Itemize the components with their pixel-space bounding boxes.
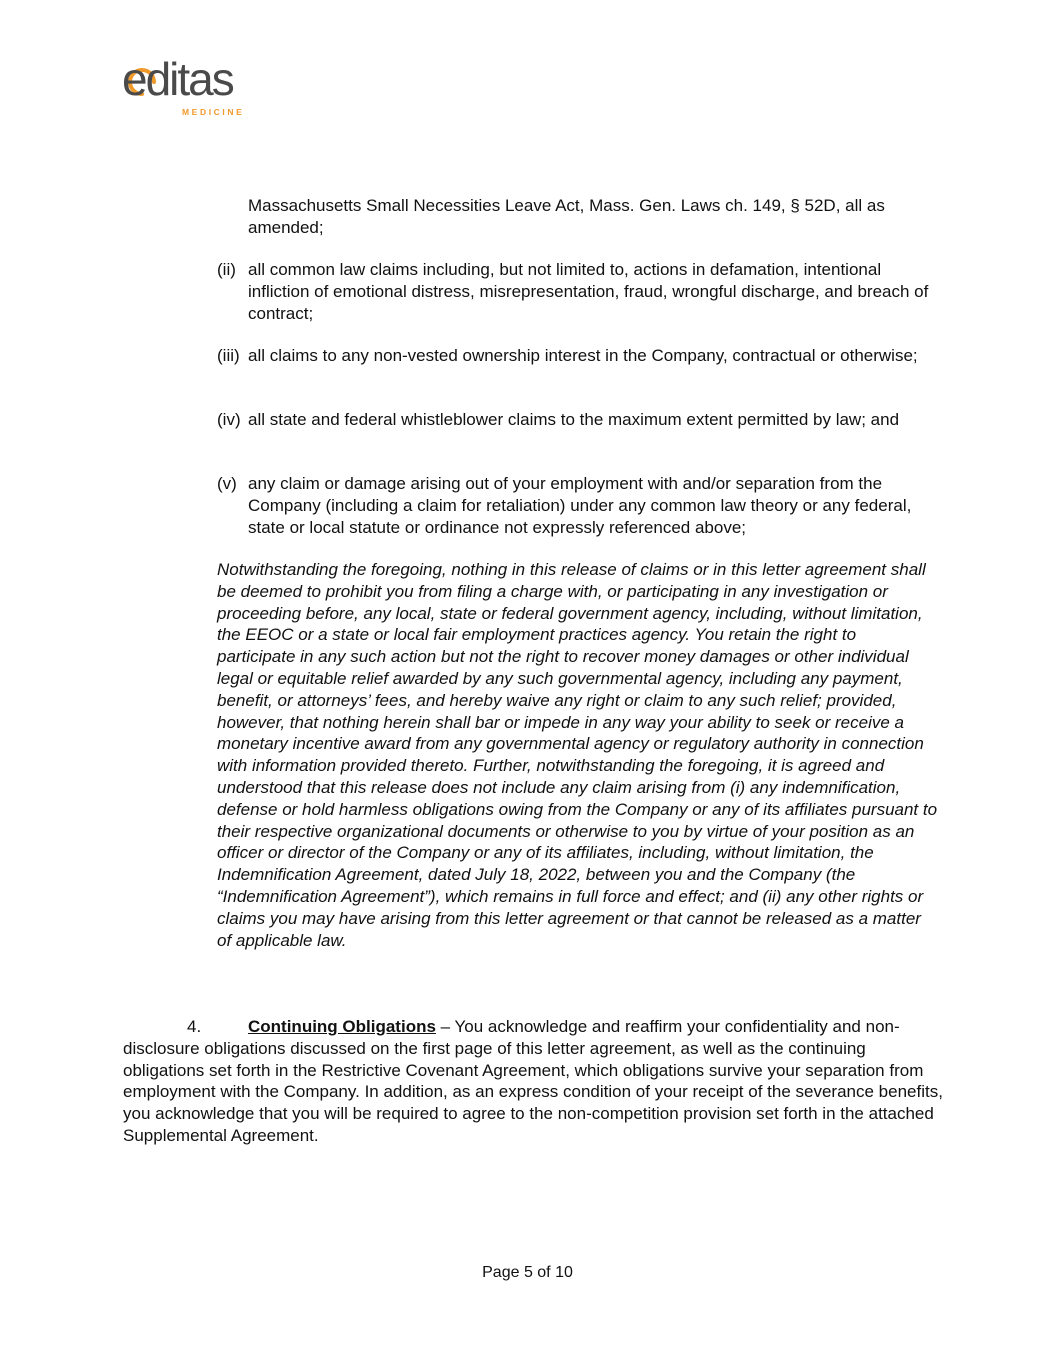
page-footer bbox=[0, 1264, 1055, 1282]
logo-wordmark: editas bbox=[122, 53, 233, 105]
section-text: – You acknowledge and reaffirm your confidentiality and non-disclosure obligations discussed on the first page of this letter agreement, as well as the continuing obligations set forth in the Restrictive Covenant Agreement, which obligations survive your separation from employment with the Company. In addition, as an express condition of your receipt of the severance benefits, you acknowledge that you will be required to agree to the non-competition provision set forth in the attached Supplemental Agreement. bbox=[123, 1017, 943, 1145]
list-marker: (iv) bbox=[217, 410, 241, 429]
section-continuing-obligations bbox=[123, 1016, 943, 1147]
list-item-text: all claims to any non-vested ownership interest in the Company, contractual or otherwise; bbox=[248, 346, 918, 365]
company-logo bbox=[122, 53, 262, 120]
continuation-text: Massachusetts Small Necessities Leave Act, Mass. Gen. Laws ch. 149, § 52D, all as amended; bbox=[248, 196, 885, 237]
list-marker: (v) bbox=[217, 474, 237, 493]
notwithstanding-paragraph: Notwithstanding the foregoing, nothing in this release of claims or in this letter agreement shall be deemed to prohibit you from filing a charge with, or participating in any investigation or proceeding before, any local, state or federal government agency, including, without limitation, the EEOC or a state or local fair employment practices agency. You retain the right to participate in any such action but not the right to recover money damages or other individual legal or equitable relief awarded by any such governmental agency, including any payment, benefit, or attorneys’ fees, and hereby waive any right or claim to any such relief; provided, however, that nothing herein shall bar or impede in any way your ability to seek or receive a monetary incentive award from any governmental agency or regulatory authority in connection with information provided thereto. Further, notwithstanding the foregoing, it is agreed and understood that this release does not include any claim arising from (i) any indemnification, defense or hold harmless obligations owing from the Company or any of its affiliates pursuant to their respective organizational documents or otherwise to you by virtue of your position as an officer or director of the Company or any of its affiliates, including, without limitation, the Indemnification Agreement, dated July 18, 2022, between you and the Company (the “Indemnification Agreement”), which remains in full force and effect; and (ii) any other rights or claims you may have arising from this letter agreement or that cannot be released as a matter of applicable law. bbox=[217, 560, 938, 950]
logo-tagline: MEDICINE bbox=[182, 107, 245, 117]
list-item-text: all state and federal whistleblower claims to the maximum extent permitted by law; and bbox=[248, 410, 900, 429]
list-item-v bbox=[217, 473, 937, 538]
list-item-text: any claim or damage arising out of your employment with and/or separation from the Company (including a claim for retaliation) under any common law theory or any federal, state or local statute or ordinance not expressly referenced above; bbox=[248, 474, 912, 537]
section-number: 4. bbox=[187, 1017, 202, 1036]
section-heading: Continuing Obligations bbox=[248, 1017, 436, 1036]
list-marker: (ii) bbox=[217, 260, 236, 279]
list-item-iv bbox=[217, 409, 937, 431]
list-marker: (iii) bbox=[217, 346, 240, 365]
list-item-iii bbox=[217, 345, 937, 367]
page-number: Page 5 of 10 bbox=[482, 1264, 573, 1281]
list-item-ii bbox=[217, 259, 937, 324]
list-item-text: all common law claims including, but not limited to, actions in defamation, intentional infliction of emotional distress, misrepresentation, fraud, wrongful discharge, and breach of contract; bbox=[248, 260, 929, 323]
